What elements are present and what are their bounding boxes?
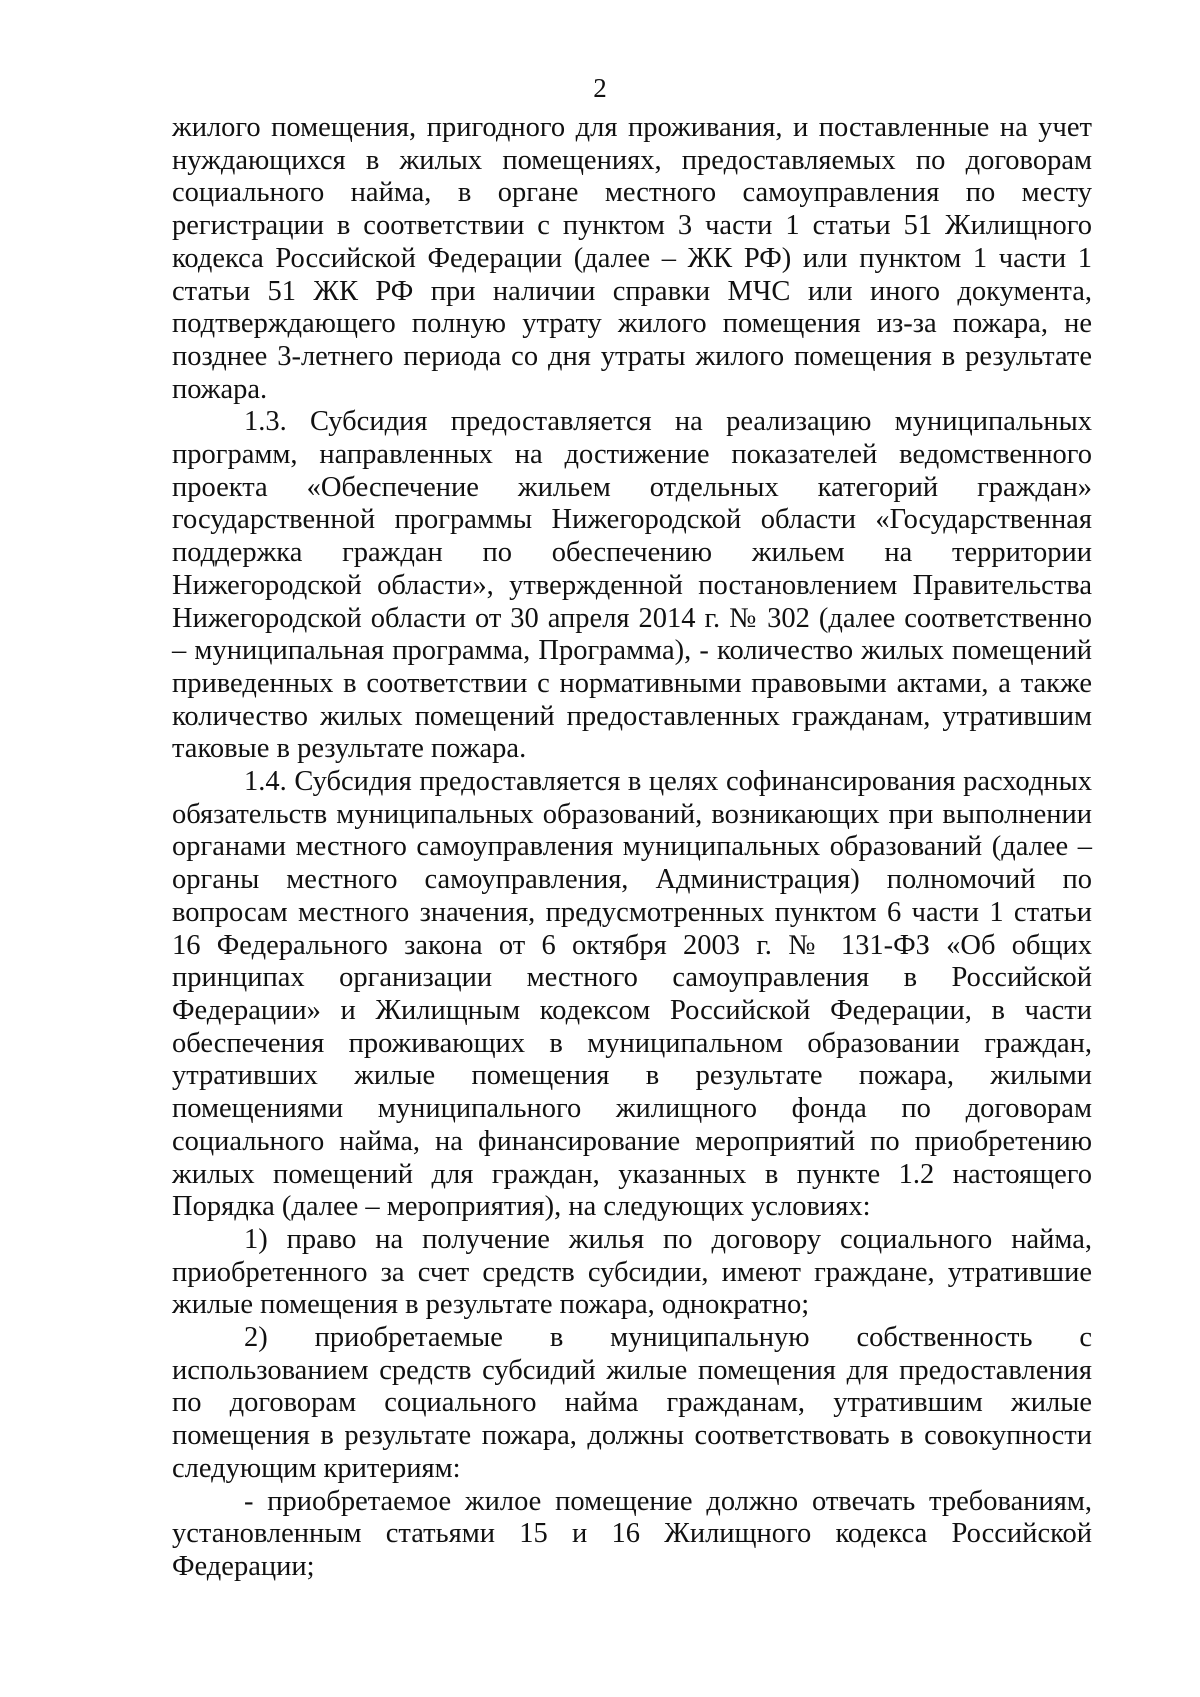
list-item-condition-1: 1) право на получение жилья по договору социального найма, приобретенного за счет средств субсидии, имеют граждане, утратившие жилые помещения в результате пожара, однократно; bbox=[172, 1223, 1092, 1321]
document-body bbox=[172, 112, 1092, 1584]
paragraph-1-3: 1.3. Субсидия предоставляется на реализацию муниципальных программ, направленных на достижение показателей ведомственного проекта «Обеспечение жильем отдельных категорий граждан» государственной программы Нижегородской области «Государственная поддержка граждан по обеспечению жильем на территории Нижегородской области», утвержденной постановлением Правительства Нижегородской области от 30 апреля 2014 г. № 302 (далее соответственно – муниципальная программа, Программа), - количество жилых помещений приведенных в соответствии с нормативными правовыми актами, а также количество жилых помещений предоставленных гражданам, утратившим таковые в результате пожара. bbox=[172, 406, 1092, 765]
list-item-criterion: - приобретаемое жилое помещение должно отвечать требованиям, установленным статьями 15 и 16 Жилищного кодекса Российской Федерации; bbox=[172, 1485, 1092, 1582]
paragraph-continuation: жилого помещения, пригодного для проживания, и поставленные на учет нуждающихся в жилых помещениях, предоставляемых по договорам социального найма, в органе местного самоуправления по месту регистрации в соответствии с пунктом 3 части 1 статьи 51 Жилищного кодекса Российской Федерации (далее – ЖК РФ) или пунктом 1 части 1 статьи 51 ЖК РФ при наличии справки МЧС или иного документа, подтверждающего полную утрату жилого помещения из-за пожара, не позднее 3-летнего периода со дня утраты жилого помещения в результате пожара. bbox=[172, 112, 1092, 405]
list-item-condition-2: 2) приобретаемые в муниципальную собственность с использованием средств субсидий жилые помещения для предоставления по договорам социального найма гражданам, утратившим жилые помещения в результате пожара, должны соответствовать в совокупности следующим критериям: bbox=[172, 1322, 1092, 1484]
paragraph-1-4: 1.4. Субсидия предоставляется в целях софинансирования расходных обязательств муниципальных образований, возникающих при выполнении органами местного самоуправления муниципальных образований (далее – органы местного самоуправления, Администрация) полномочий по вопросам местного значения, предусмотренных пунктом 6 части 1 статьи 16 Федерального закона от 6 октября 2003 г. № 131-ФЗ «Об общих принципах организации местного самоуправления в Российской Федерации» и Жилищным кодексом Российской Федерации, в части обеспечения проживающих в муниципальном образовании граждан, утративших жилые помещения в результате пожара, жилыми помещениями муниципального жилищного фонда по договорам социального найма, на финансирование мероприятий по приобретению жилых помещений для граждан, указанных в пункте 1.2 настоящего Порядка (далее – мероприятия), на следующих условиях: bbox=[172, 766, 1092, 1223]
page-number: 2 bbox=[593, 73, 607, 103]
